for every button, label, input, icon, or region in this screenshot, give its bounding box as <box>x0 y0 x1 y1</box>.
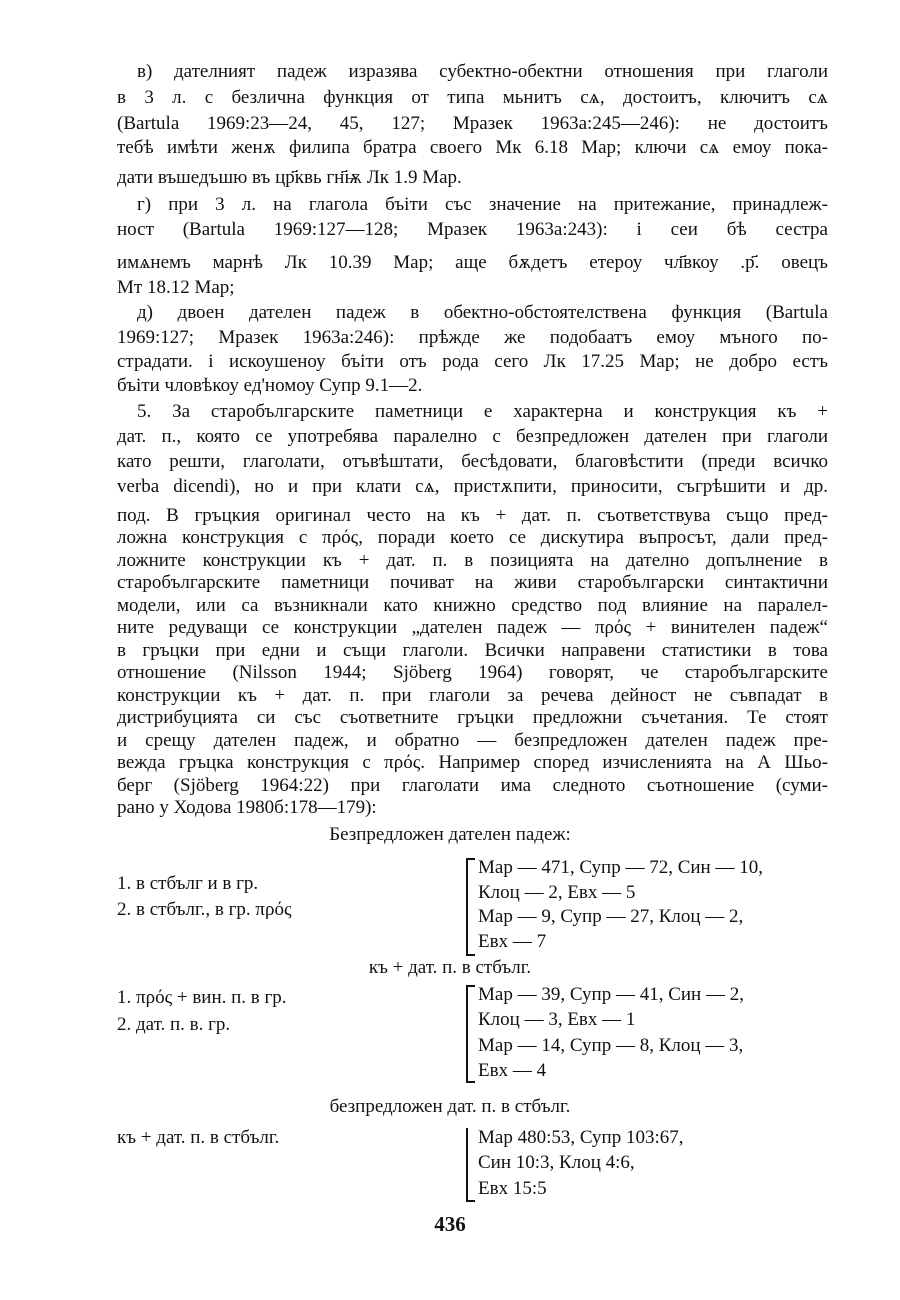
text-line: ложните конструкции къ + дат. п. в позицията на дателно допълнение в <box>117 550 828 571</box>
table-heading: безпредложен дат. п. в стбълг. <box>329 1096 571 1117</box>
bracket <box>466 1128 475 1202</box>
text-line: рано у Ходова 1980б:178—179): <box>117 797 377 818</box>
table-row-value: Мар — 471, Супр — 72, Син — 10, <box>478 857 763 878</box>
text-line: под. В гръцкия оригинал често на къ + дат. п. съответствува също пред- <box>117 505 828 526</box>
text-line: ните редуващи се конструкции „дателен падеж — πρός + винителен падеж“ <box>117 617 828 638</box>
table-row-value: Мар — 9, Супр — 27, Клоц — 2, <box>478 906 744 927</box>
text-line: ност (Bartula 1969:127—128; Мразек 1963а:243): і сеи бѣ сестра <box>117 219 828 240</box>
table-row-value: Син 10:3, Клоц 4:6, <box>478 1152 635 1173</box>
text-line: д) двоен дателен падеж в обектно-обстоятелствена функция (Bartula <box>137 302 828 323</box>
text-line: г) при 3 л. на глагола бъіти със значение на притежание, принадлеж- <box>137 194 828 215</box>
text-line: 5. За старобългарските паметници е характерна и конструкция къ + <box>137 401 828 422</box>
table-row-value: Евх — 7 <box>478 931 547 952</box>
table-row-label: 2. в стбълг., в гр. πρός <box>117 899 292 920</box>
table-row-label: 1. в стбълг и в гр. <box>117 873 259 894</box>
text-line: дистрибуцията си със съответните гръцки предложни съчетания. Те стоят <box>117 707 828 728</box>
table-row-value: Евх 15:5 <box>478 1178 547 1199</box>
text-line: страдати. і искоушеноу бъіти отъ рода сего Лк 17.25 Мар; не добро естъ <box>117 351 828 372</box>
table-row-value: Мар — 14, Супр — 8, Клоц — 3, <box>478 1035 744 1056</box>
text-line: (Bartula 1969:23—24, 45, 127; Мразек 1963а:245—246): не достоитъ <box>117 113 828 134</box>
text-line: имѧнемъ марнѣ Лк 10.39 Мар; аще бѫдетъ етероу чл҃вкоу .р҃. овецъ <box>117 252 828 273</box>
table-heading: къ + дат. п. в стбълг. <box>368 957 532 978</box>
table-row-value: Евх — 4 <box>478 1060 547 1081</box>
table-row-value: Мар — 39, Супр — 41, Син — 2, <box>478 984 744 1005</box>
bracket <box>466 858 475 956</box>
text-line: дати въшедъшю въ цр҃квь гн҃ѭ Лк 1.9 Мар. <box>117 167 462 188</box>
text-line: и срещу дателен падеж, и обратно — безпредложен дателен падеж пре- <box>117 730 828 751</box>
text-line: в) дателният падеж изразява субектно-обектни отношения при глаголи <box>137 61 828 82</box>
text-line: дат. п., която се употребява паралелно с безпредложен дателен при глаголи <box>117 426 828 447</box>
table-row-value: Клоц — 2, Евх — 5 <box>478 882 636 903</box>
text-line: тебѣ имѣти женѫ филипа братра своего Мк 6.18 Мар; ключи сѧ емоу пока- <box>117 137 828 158</box>
text-line: като решти, глаголати, отъвѣштати, бесѣдовати, благовѣстити (преди всичко <box>117 451 828 472</box>
text-line: бъіти чловѣкоу ед'номоу Супр 9.1—2. <box>117 375 423 396</box>
text-line: в 3 л. с безлична функция от типа мьнитъ сѧ, достоитъ, ключитъ сѧ <box>117 87 828 108</box>
text-line: отношение (Nilsson 1944; Sjöberg 1964) говорят, че старобългарските <box>117 662 828 683</box>
page-number: 436 <box>434 1212 466 1236</box>
text-line: в гръцки при едни и същи глаголи. Всички направени статистики в това <box>117 640 828 661</box>
table-heading: Безпредложен дателен падеж: <box>329 824 571 845</box>
table-row-label: 2. дат. п. в. гр. <box>117 1014 231 1035</box>
table-row-label: къ + дат. п. в стбълг. <box>117 1127 280 1148</box>
text-line: модели, или са възникнали като книжно средство под влияние на паралел- <box>117 595 828 616</box>
text-line: старобългарските паметници почиват на живи старобългарски синтактични <box>117 572 828 593</box>
text-line: 1969:127; Мразек 1963а:246): прѣжде же подобаатъ емоу мъного по- <box>117 327 828 348</box>
text-line: verba dicendi), но и при клати сѧ, пристѫпити, приносити, съгрѣшити и др. <box>117 476 828 497</box>
text-line: конструкции къ + дат. п. при глаголи за речева дейност не съвпадат в <box>117 685 828 706</box>
text-line: ложна конструкция с πρός, поради което се дискутира въпросът, дали пред- <box>117 527 828 548</box>
bracket <box>466 985 475 1083</box>
table-row-value: Клоц — 3, Евх — 1 <box>478 1009 636 1030</box>
table-row-label: 1. πρός + вин. п. в гр. <box>117 987 287 1008</box>
table-row-value: Мар 480:53, Супр 103:67, <box>478 1127 684 1148</box>
text-line: вежда гръцка конструкция с πρός. Например според изчисленията на А Шьо- <box>117 752 828 773</box>
text-line: берг (Sjöberg 1964:22) при глаголати има следното съотношение (суми- <box>117 775 828 796</box>
text-line: Мт 18.12 Мар; <box>117 277 235 298</box>
